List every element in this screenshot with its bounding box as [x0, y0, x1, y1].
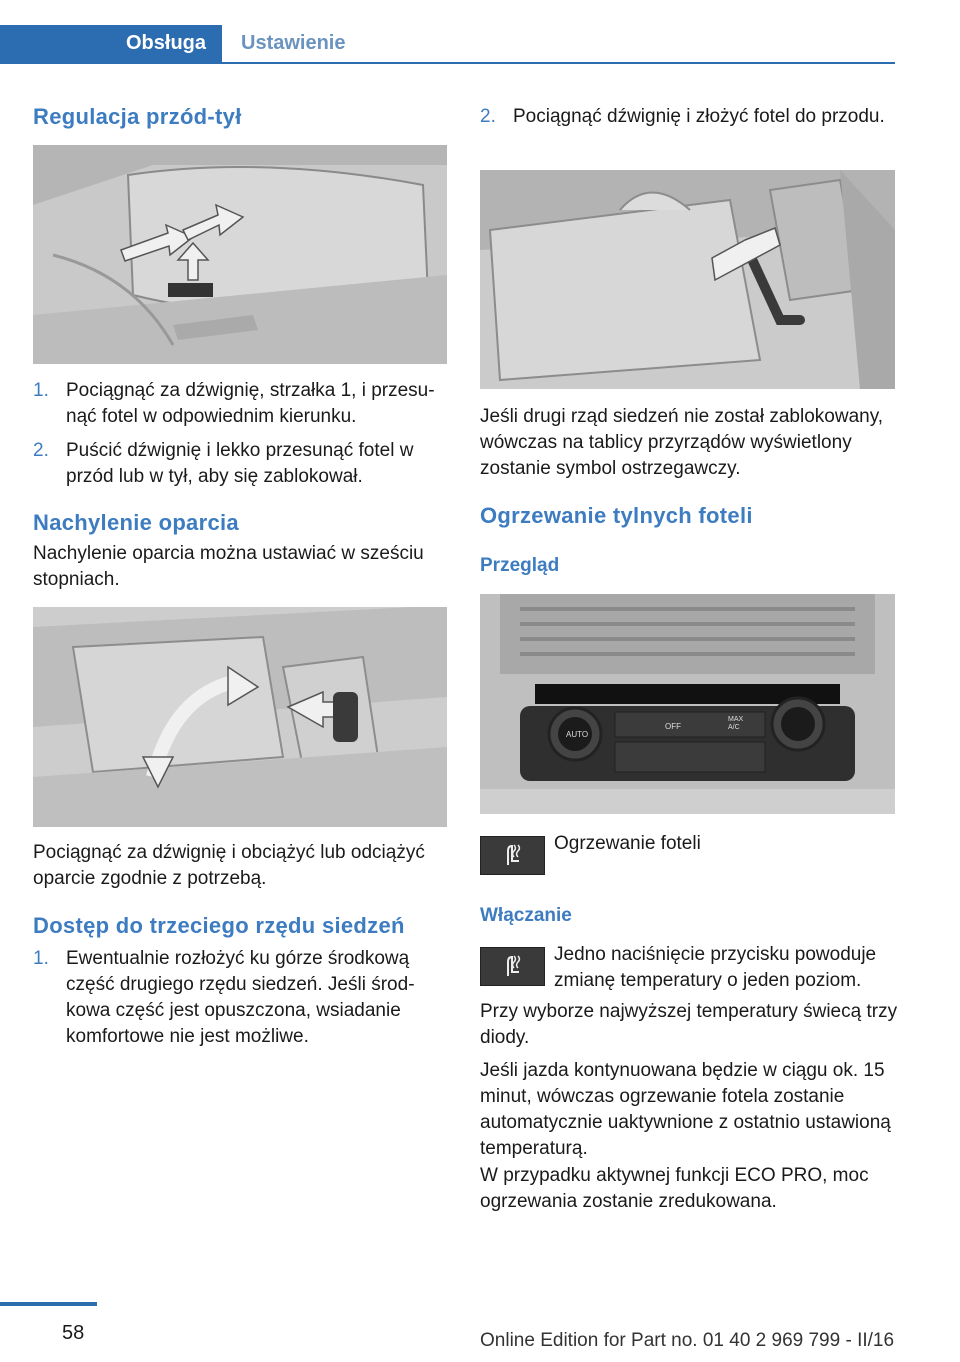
- paragraph: Nachylenie oparcia można ustawiać w sześciu stopniach.: [33, 543, 424, 590]
- seat-heating-button-icon: [480, 836, 545, 875]
- seat-heating-label: Ogrzewanie foteli: [554, 833, 701, 854]
- paragraph: W przypadku aktywnej funkcji ECO PRO, moc ogrzewania zostanie zredukowana.: [480, 1165, 869, 1212]
- heading-backrest-incline: Nachylenie oparcia: [33, 510, 239, 535]
- footer-accent-line: [0, 1302, 97, 1306]
- list-text: Pociągnąć dźwignię i złożyć fotel do przodu.: [513, 106, 885, 127]
- list-number: 1.: [33, 380, 49, 401]
- heading-front-back: Regulacja przód-tył: [33, 104, 242, 129]
- list-item: [33, 378, 448, 430]
- paragraph: Jedno naciśnięcie przycisku powoduje zmianę temperatury o jeden poziom.: [554, 944, 877, 991]
- chapter-tab-bar: [0, 25, 895, 64]
- backrest-illustration: [33, 607, 447, 827]
- seat-fold-illustration: [480, 170, 895, 389]
- heading-switch-on: Włączanie: [480, 905, 572, 926]
- list-text: Ewentualnie rozłożyć ku górze środkową część drugiego rzędu siedzeń. Jeśli środkowa część jest opuszczona, wsiadanie komfortowe nie jest możliwe.: [66, 948, 415, 1047]
- heading-rear-seat-heating: Ogrzewanie tylnych foteli: [480, 503, 753, 528]
- paragraph: Przy wyborze najwyższej temperatury świecą trzy diody.: [480, 1001, 898, 1048]
- list-item: [33, 946, 448, 1050]
- list-number: 2.: [480, 106, 496, 127]
- heading-third-row-access: Dostęp do trzeciego rzędu siedzeń: [33, 913, 405, 938]
- page-number: 58: [62, 1322, 85, 1344]
- list-text: Puścić dźwignię i lekko przesunąć fotel w przód lub w tył, aby się zablokował.: [66, 440, 414, 487]
- list-number: 1.: [33, 948, 49, 969]
- tab-ustawienie[interactable]: Ustawienie: [241, 32, 346, 54]
- edition-note: Online Edition for Part no. 01 40 2 969 799 - II/16: [480, 1330, 895, 1351]
- off-button-label: OFF: [665, 722, 681, 731]
- seat-heating-button-icon: [480, 947, 545, 986]
- auto-button-label: AUTO: [566, 730, 589, 739]
- paragraph: Jeśli drugi rząd siedzeń nie został zablokowany, wówczas na tablicy przyrządów wyświetlony zostanie symbol ostrzegawczy.: [480, 406, 884, 479]
- tab-obsluga[interactable]: Obsługa: [0, 25, 222, 62]
- paragraph: Jeśli jazda kontynuowana będzie w ciągu ok. 15 minut, wówczas ogrzewanie fotela zostanie automatycznie uaktywnione z ostatnio ustawioną temperaturą.: [480, 1060, 891, 1159]
- paragraph: Pociągnąć za dźwignię i obciążyć lub odciążyć oparcie zgodnie z potrzebą.: [33, 842, 425, 889]
- list-number: 2.: [33, 440, 49, 461]
- rear-climate-panel-illustration: [480, 594, 895, 814]
- list-item: [480, 104, 895, 156]
- seat-slide-illustration: [33, 145, 447, 364]
- max-ac-button-label: MAX A/C: [728, 716, 744, 731]
- list-text: Pociągnąć za dźwignię, strzałka 1, i przesunąć fotel w odpowiednim kierunku.: [66, 380, 435, 427]
- list-item: [33, 438, 448, 490]
- heading-overview: Przegląd: [480, 555, 560, 576]
